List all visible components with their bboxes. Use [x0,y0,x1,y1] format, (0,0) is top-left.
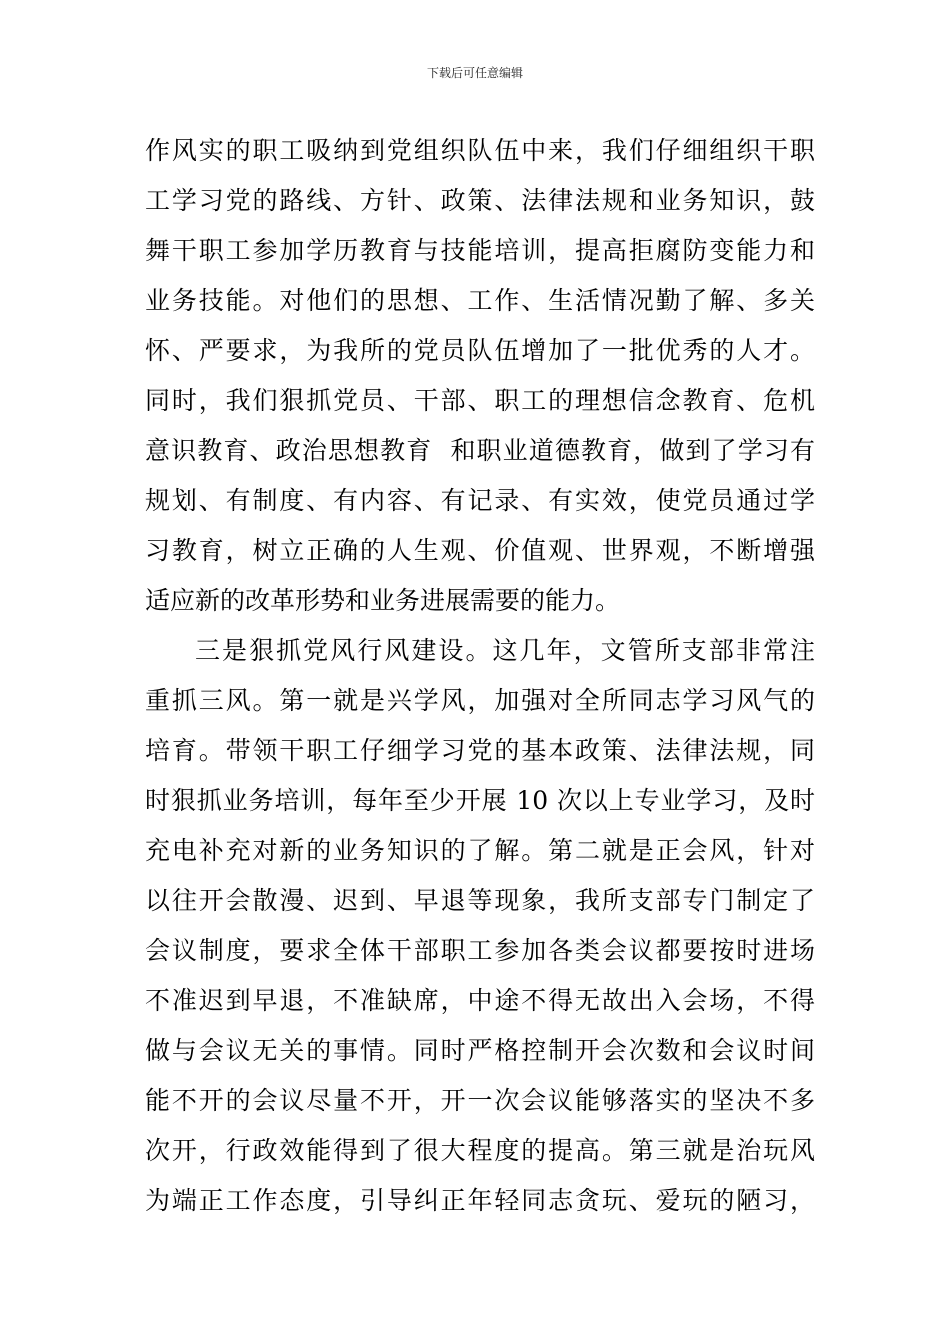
text-line: 三是狠抓党风行风建设。这几年，文管所支部非常注 [195,636,815,665]
text-line: 培育。带领干职工仔细学习党的基本政策、法律法规，同 [145,736,815,765]
text-line: 重抓三风。第一就是兴学风，加强对全所同志学习风气的 [145,686,815,715]
text-line: 不准迟到早退，不准缺席，中途不得无故出入会场，不得 [145,986,815,1015]
text-line: 次开，行政效能得到了很大程度的提高。第三就是治玩风 [145,1136,815,1165]
text-line: 时狠抓业务培训，每年至少开展 10 次以上专业学习，及时 [145,786,815,815]
text-line: 同时，我们狠抓党员、干部、职工的理想信念教育、危机 [145,386,815,415]
text-line: 能不开的会议尽量不开，开一次会议能够落实的坚决不多 [145,1086,815,1115]
text-line: 做与会议无关的事情。同时严格控制开会次数和会议时间 [145,1036,815,1065]
text-line: 习教育，树立正确的人生观、价值观、世界观，不断增强 [145,536,815,565]
text-line: 为端正工作态度，引导纠正年轻同志贪玩、爱玩的陋习， [145,1186,815,1215]
text-line: 以往开会散漫、迟到、早退等现象，我所支部专门制定了 [145,886,815,915]
text-line: 适应新的改革形势和业务进展需要的能力。 [145,586,621,615]
text-line: 会议制度，要求全体干部职工参加各类会议都要按时进场 [145,936,815,965]
text-line: 舞干职工参加学历教育与技能培训，提高拒腐防变能力和 [145,236,815,265]
text-line: 规划、有制度、有内容、有记录、有实效，使党员通过学 [145,486,815,515]
text-line: 充电补充对新的业务知识的了解。第二就是正会风，针对 [145,836,815,865]
text-line: 业务技能。对他们的思想、工作、生活情况勤了解、多关 [145,286,815,315]
text-line: 怀、严要求，为我所的党员队伍增加了一批优秀的人才。 [145,336,815,365]
page-header: 下载后可任意编辑 [426,66,523,80]
text-line: 工学习党的路线、方针、政策、法律法规和业务知识，鼓 [145,186,815,215]
text-line: 意识教育、政治思想教育 和职业道德教育，做到了学习有 [145,436,815,465]
document-body [145,126,815,1226]
text-line: 作风实的职工吸纳到党组织队伍中来，我们仔细组织干职 [145,136,815,165]
